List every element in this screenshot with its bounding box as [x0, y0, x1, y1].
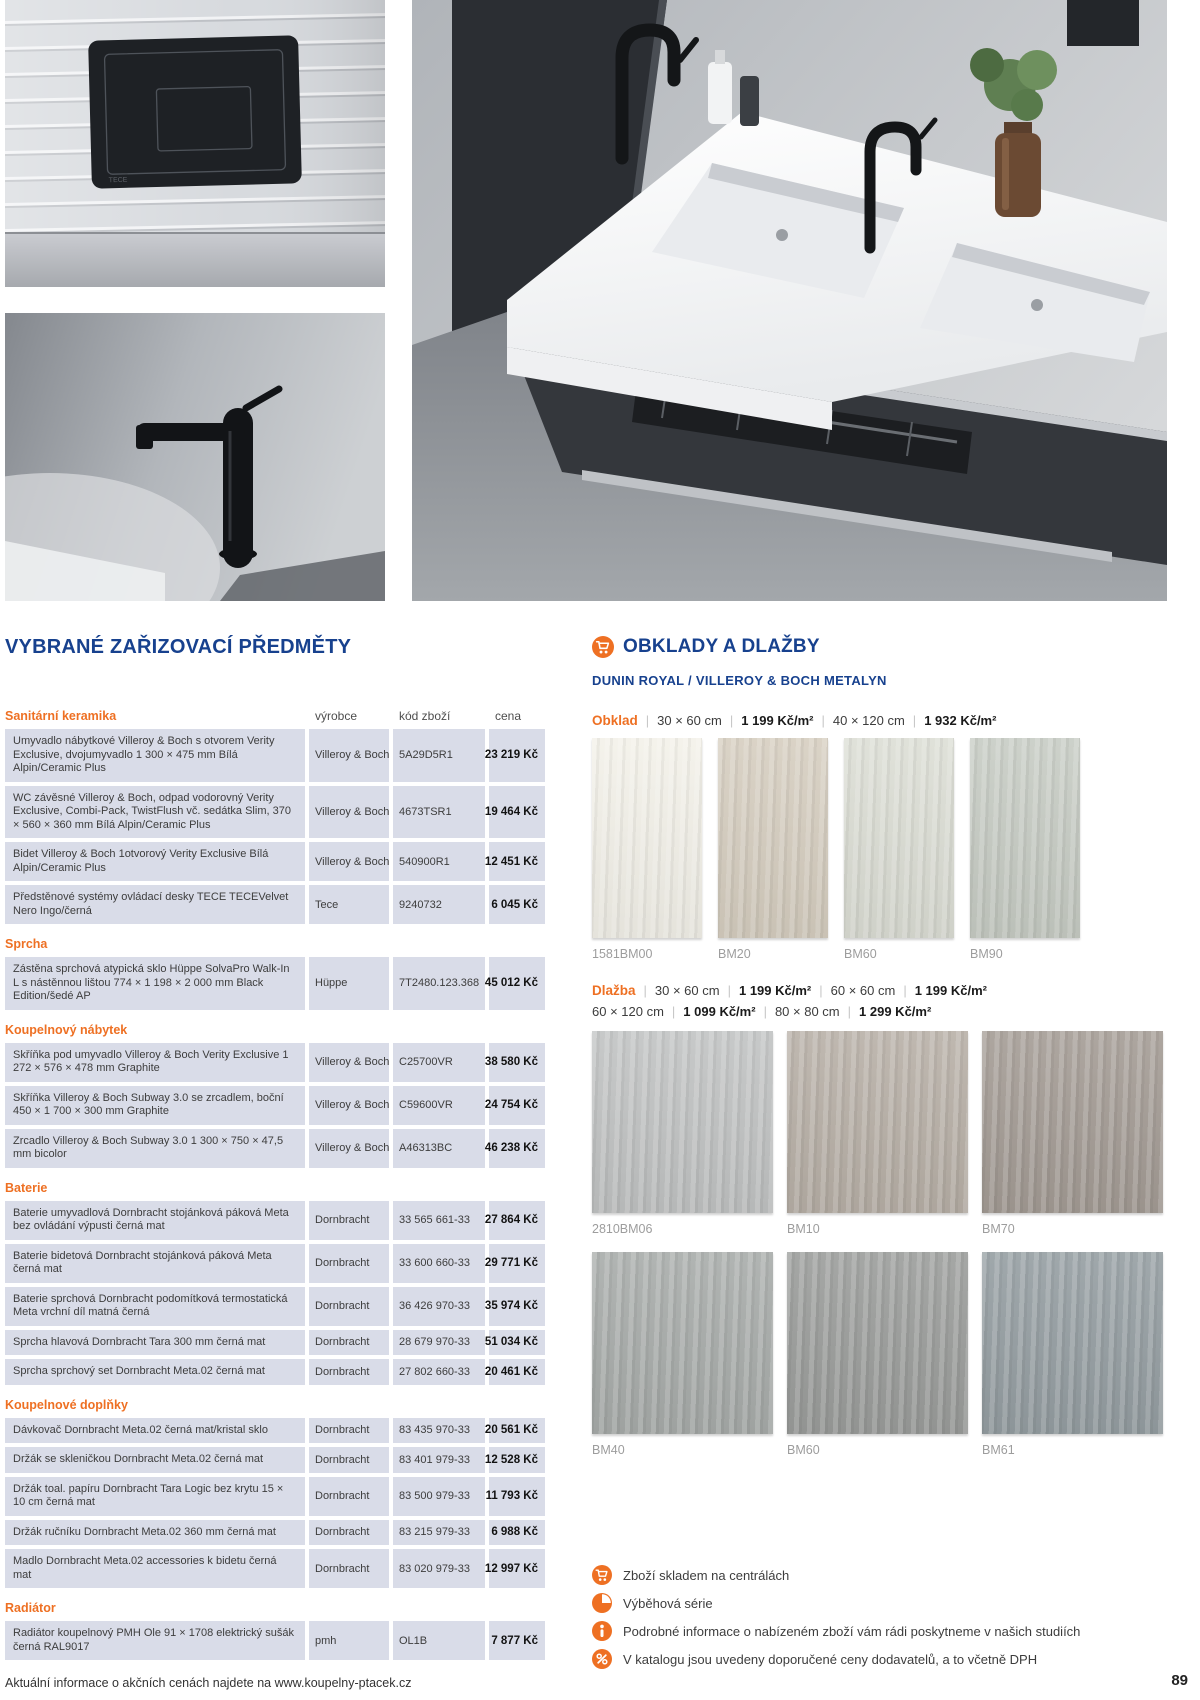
product-manufacturer: Dornbracht: [309, 1330, 389, 1356]
tile-swatch: [787, 1031, 968, 1236]
table-section: [5, 1181, 545, 1385]
tile-code: BM60: [787, 1443, 820, 1457]
product-description: Dávkovač Dornbracht Meta.02 černá mat/kristal sklo: [5, 1418, 305, 1444]
column-header-cena: [489, 937, 545, 951]
product-manufacturer: Villeroy & Boch: [309, 1129, 389, 1168]
product-table: [5, 709, 545, 1660]
product-manufacturer: Dornbracht: [309, 1244, 389, 1283]
product-description: Skříňka Villeroy & Boch Subway 3.0 se zrcadlem, boční 450 × 1 700 × 300 mm Graphite: [5, 1086, 305, 1125]
column-header-vyrobce: [309, 1023, 389, 1037]
obklad-line: [592, 713, 1170, 728]
column-header-kod: [393, 1181, 485, 1195]
obklad-line-label: Obklad: [592, 713, 638, 728]
section-title: Koupelnový nábytek: [5, 1022, 128, 1037]
product-description: Zrcadlo Villeroy & Boch Subway 3.0 1 300 × 750 × 47,5 mm bicolor: [5, 1129, 305, 1168]
wall-tile-swatches: [592, 738, 1170, 961]
tile-sample: [970, 738, 1080, 938]
table-row: [5, 1520, 545, 1546]
separator: |: [847, 1004, 852, 1019]
table-section: [5, 1023, 545, 1168]
product-price: 11 793 Kč: [489, 1477, 545, 1516]
floor-tile-swatches-1: [592, 1031, 1170, 1236]
product-code: 83 215 979-33: [393, 1520, 485, 1546]
product-code: 33 600 660-33: [393, 1244, 485, 1283]
product-price: 6 988 Kč: [489, 1520, 545, 1546]
floor-tile-swatches-2: [592, 1252, 1170, 1457]
separator: |: [643, 983, 647, 998]
legend-text: Podrobné informace o nabízeném zboží vám rádi poskytneme v našich studiích: [623, 1623, 1081, 1639]
tile-swatch: [982, 1031, 1163, 1236]
product-manufacturer: Dornbracht: [309, 1549, 389, 1588]
dlazba-line-2: [592, 1004, 1170, 1019]
product-manufacturer: Dornbracht: [309, 1520, 389, 1546]
spec-item: 1 932 Kč/m²: [924, 713, 997, 728]
footer-note: Aktuální informace o akčních cenách najdete na www.koupelny-ptacek.cz: [5, 1676, 412, 1690]
legend-item: [592, 1649, 1170, 1669]
table-row: [5, 1201, 545, 1240]
cart-icon: [592, 636, 614, 658]
column-header-kod: [393, 1398, 485, 1412]
separator: |: [903, 983, 907, 998]
column-header-vyrobce: [309, 1601, 389, 1615]
separator: |: [671, 1004, 676, 1019]
section-title: Baterie: [5, 1180, 48, 1195]
product-description: Sprcha hlavová Dornbracht Tara 300 mm černá mat: [5, 1330, 305, 1356]
column-header-vyrobce: výrobce: [315, 709, 358, 723]
spec-item: 80 × 80 cm: [774, 1004, 840, 1019]
tile-sample: [592, 1252, 773, 1434]
product-price: 27 864 Kč: [489, 1201, 545, 1240]
product-description: Držák se skleničkou Dornbracht Meta.02 černá mat: [5, 1447, 305, 1473]
column-header-cena: cena: [495, 709, 522, 723]
product-price: 29 771 Kč: [489, 1244, 545, 1283]
separator: |: [763, 1004, 767, 1019]
section-title: Koupelnové doplňky: [5, 1397, 128, 1412]
table-section-header: [5, 937, 545, 951]
product-price: 12 451 Kč: [489, 842, 545, 881]
column-header-kod: kód zboží: [399, 709, 451, 723]
table-row: [5, 842, 545, 881]
spec-item: 60 × 60 cm: [830, 983, 896, 998]
product-price: 20 561 Kč: [489, 1418, 545, 1444]
column-header-cena: [489, 1398, 545, 1412]
product-code: 540900R1: [393, 842, 485, 881]
table-section: [5, 709, 545, 924]
tile-sample: [718, 738, 828, 938]
product-price: 19 464 Kč: [489, 786, 545, 839]
column-header-vyrobce: [309, 1398, 389, 1412]
legend-item: [592, 1593, 1170, 1613]
tile-sample: [592, 738, 702, 938]
product-price: 24 754 Kč: [489, 1086, 545, 1125]
product-description: Skříňka pod umyvadlo Villeroy & Boch Verity Exclusive 1 272 × 576 × 478 mm Graphite: [5, 1043, 305, 1082]
column-header-vyrobce: [309, 937, 389, 951]
table-row: [5, 1129, 545, 1168]
obklad-spec: [592, 713, 1170, 728]
section-title: Sprcha: [5, 937, 48, 951]
tile-code: 1581BM00: [592, 947, 653, 961]
product-code: 7T2480.123.368: [393, 957, 485, 1010]
product-price: 6 045 Kč: [489, 885, 545, 924]
tile-swatch: [592, 1252, 773, 1457]
tile-swatch: [718, 738, 828, 961]
spec-item: 60 × 120 cm: [592, 1004, 664, 1019]
product-manufacturer: Tece: [309, 885, 389, 924]
product-description: Držák toal. papíru Dornbracht Tara Logic bez krytu 15 × 10 cm černá mat: [5, 1477, 305, 1516]
legend-text: Zboží skladem na centrálách: [623, 1567, 790, 1583]
percent-icon: [592, 1649, 612, 1669]
section-title: Radiátor: [5, 1601, 56, 1615]
tile-sample: [592, 1031, 773, 1213]
product-description: Madlo Dornbracht Meta.02 accessories k bidetu černá mat: [5, 1549, 305, 1588]
separator: |: [729, 713, 734, 728]
product-price: 35 974 Kč: [489, 1287, 545, 1326]
product-price: 45 012 Kč: [489, 957, 545, 1010]
product-price: 20 461 Kč: [489, 1359, 545, 1385]
cart-icon: [592, 1565, 612, 1585]
photo-black-faucet: [5, 313, 385, 601]
column-header-vyrobce: [309, 1181, 389, 1195]
tiles-title: OBKLADY A DLAŽBY: [623, 636, 820, 657]
product-description: Bidet Villeroy & Boch 1otvorový Verity Exclusive Bílá Alpin/Ceramic Plus: [5, 842, 305, 881]
table-row: [5, 1418, 545, 1444]
product-price: 23 219 Kč: [489, 729, 545, 782]
tile-swatch: [787, 1252, 968, 1457]
legend-item: [592, 1565, 1170, 1585]
column-header-cena: [489, 1601, 545, 1615]
product-code: 28 679 970-33: [393, 1330, 485, 1356]
table-row: [5, 1359, 545, 1385]
tiles-column: [592, 636, 1170, 1677]
product-manufacturer: Villeroy & Boch: [309, 842, 389, 881]
product-price: 12 528 Kč: [489, 1447, 545, 1473]
product-code: 83 401 979-33: [393, 1447, 485, 1473]
product-price: 7 877 Kč: [489, 1621, 545, 1660]
spec-item: 1 199 Kč/m²: [741, 713, 814, 728]
product-code: 36 426 970-33: [393, 1287, 485, 1326]
table-row: [5, 1287, 545, 1326]
product-code: OL1B: [393, 1621, 485, 1660]
spec-item: 30 × 60 cm: [654, 983, 720, 998]
product-code: C25700VR: [393, 1043, 485, 1082]
product-description: Zástěna sprchová atypická sklo Hüppe SolvaPro Walk-In L s nástěnnou lištou 774 × 1 198 × 2 000 mm Black Edition/šedé AP: [5, 957, 305, 1010]
table-row: [5, 1330, 545, 1356]
tile-sample: [787, 1031, 968, 1213]
photo-double-washbasin: [412, 0, 1167, 601]
product-manufacturer: Dornbracht: [309, 1477, 389, 1516]
product-code: 33 565 661-33: [393, 1201, 485, 1240]
table-row: [5, 1043, 545, 1082]
selected-products-column: [5, 636, 545, 1664]
product-description: Radiátor koupelnový PMH Ole 91 × 1708 elektrický sušák černá RAL9017: [5, 1621, 305, 1660]
info-icon: [592, 1621, 612, 1641]
page-title: VYBRANÉ ZAŘIZOVACÍ PŘEDMĚTY: [5, 636, 352, 658]
tile-swatch: [844, 738, 954, 961]
product-code: 83 500 979-33: [393, 1477, 485, 1516]
table-row: [5, 1086, 545, 1125]
product-code: 83 020 979-33: [393, 1549, 485, 1588]
spec-item: 1 099 Kč/m²: [683, 1004, 756, 1019]
product-code: 27 802 660-33: [393, 1359, 485, 1385]
tile-code: BM60: [844, 947, 877, 961]
dlazba-spec: [592, 983, 1170, 1019]
tile-sample: [787, 1252, 968, 1434]
tile-code: BM90: [970, 947, 1003, 961]
tile-swatch: [982, 1252, 1163, 1457]
table-row: [5, 786, 545, 839]
product-code: 5A29D5R1: [393, 729, 485, 782]
product-description: Baterie umyvadlová Dornbracht stojánková páková Meta bez ovládání výpusti černá mat: [5, 1201, 305, 1240]
product-manufacturer: Villeroy & Boch: [309, 786, 389, 839]
product-price: 38 580 Kč: [489, 1043, 545, 1082]
page-number: 89: [1171, 1672, 1188, 1689]
product-manufacturer: Hüppe: [309, 957, 389, 1010]
svg-text:TECE: TECE: [108, 176, 128, 185]
tile-code: 2810BM06: [592, 1222, 653, 1236]
product-description: Sprcha sprchový set Dornbracht Meta.02 černá mat: [5, 1359, 305, 1385]
separator: |: [727, 983, 731, 998]
tile-swatch: [970, 738, 1080, 961]
tile-sample: [844, 738, 954, 938]
column-header-cena: [489, 1023, 545, 1037]
product-manufacturer: Dornbracht: [309, 1359, 389, 1385]
tile-code: BM61: [982, 1443, 1015, 1457]
pie-icon: [592, 1593, 612, 1613]
spec-item: 1 199 Kč/m²: [738, 983, 812, 998]
table-section: [5, 1398, 545, 1589]
product-manufacturer: pmh: [309, 1621, 389, 1660]
product-manufacturer: Villeroy & Boch: [309, 1043, 389, 1082]
product-description: Baterie bidetová Dornbracht stojánková páková Meta černá mat: [5, 1244, 305, 1283]
table-section-header: [5, 1023, 545, 1037]
product-manufacturer: Dornbracht: [309, 1447, 389, 1473]
product-manufacturer: Villeroy & Boch: [309, 729, 389, 782]
product-code: 83 435 970-33: [393, 1418, 485, 1444]
spec-item: 1 299 Kč/m²: [859, 1004, 932, 1019]
tile-code: BM20: [718, 947, 751, 961]
table-row: [5, 1477, 545, 1516]
photo-flush-plate: [5, 0, 385, 287]
table-section-header: [5, 709, 545, 723]
table-section: [5, 1601, 545, 1660]
column-header-kod: [393, 937, 485, 951]
product-manufacturer: Dornbracht: [309, 1287, 389, 1326]
tile-swatch: [592, 1031, 773, 1236]
flush-plate: [88, 35, 302, 188]
table-row: [5, 1549, 545, 1588]
table-row: [5, 729, 545, 782]
tile-sample: [982, 1252, 1163, 1434]
spec-item: 1 199 Kč/m²: [914, 983, 987, 998]
column-header-cena: [489, 1181, 545, 1195]
table-section: [5, 937, 545, 1010]
tiles-header: [592, 636, 1170, 658]
legend-text: Výběhová série: [623, 1595, 713, 1611]
legend-item: [592, 1621, 1170, 1641]
tile-code: BM70: [982, 1222, 1015, 1236]
legend: [592, 1565, 1170, 1669]
product-manufacturer: Villeroy & Boch: [309, 1086, 389, 1125]
product-price: 12 997 Kč: [489, 1549, 545, 1588]
product-code: A46313BC: [393, 1129, 485, 1168]
separator: |: [821, 713, 825, 728]
table-row: [5, 1621, 545, 1660]
table-section-header: [5, 1181, 545, 1195]
spec-item: 40 × 120 cm: [832, 713, 905, 728]
product-code: 9240732: [393, 885, 485, 924]
dlazba-line-1-label: Dlažba: [592, 983, 636, 998]
product-manufacturer: Dornbracht: [309, 1418, 389, 1444]
table-row: [5, 885, 545, 924]
separator: |: [912, 713, 917, 728]
tiles-series-subtitle: DUNIN ROYAL / VILLEROY & BOCH METALYN: [592, 673, 887, 688]
tile-code: BM40: [592, 1443, 625, 1457]
separator: |: [819, 983, 823, 998]
column-header-kod: [393, 1601, 485, 1615]
product-description: Umyvadlo nábytkové Villeroy & Boch s otvorem Verity Exclusive, dvojumyvadlo 1 300 × 475 mm Bílá Alpin/Ceramic Plus: [5, 729, 305, 782]
product-description: WC závěsné Villeroy & Boch, odpad vodorovný Verity Exclusive, Combi-Pack, TwistFlush vč. sedátka Slim, 370 × 560 × 360 mm Bílá Alpin/Ceramic Plus: [5, 786, 305, 839]
product-manufacturer: Dornbracht: [309, 1201, 389, 1240]
product-description: Předstěnové systémy ovládací desky TECE TECEVelvet Nero Ingo/černá: [5, 885, 305, 924]
table-section-header: [5, 1601, 545, 1615]
product-description: Baterie sprchová Dornbracht podomítková termostatická Meta vrchní díl matná černá: [5, 1287, 305, 1326]
tile-swatch: [592, 738, 702, 961]
legend-text: V katalogu jsou uvedeny doporučené ceny dodavatelů, a to včetně DPH: [623, 1651, 1038, 1667]
separator: |: [645, 713, 650, 728]
spec-item: 30 × 60 cm: [657, 713, 722, 728]
product-code: 4673TSR1: [393, 786, 485, 839]
table-row: [5, 1447, 545, 1473]
product-price: 46 238 Kč: [489, 1129, 545, 1168]
column-header-kod: [393, 1023, 485, 1037]
tile-code: BM10: [787, 1222, 820, 1236]
table-row: [5, 957, 545, 1010]
tile-sample: [982, 1031, 1163, 1213]
product-price: 51 034 Kč: [489, 1330, 545, 1356]
product-description: Držák ručníku Dornbracht Meta.02 360 mm černá mat: [5, 1520, 305, 1546]
table-row: [5, 1244, 545, 1283]
table-section-header: [5, 1398, 545, 1412]
product-code: C59600VR: [393, 1086, 485, 1125]
section-title: Sanitární keramika: [5, 709, 117, 723]
dlazba-line-1: [592, 983, 1170, 998]
